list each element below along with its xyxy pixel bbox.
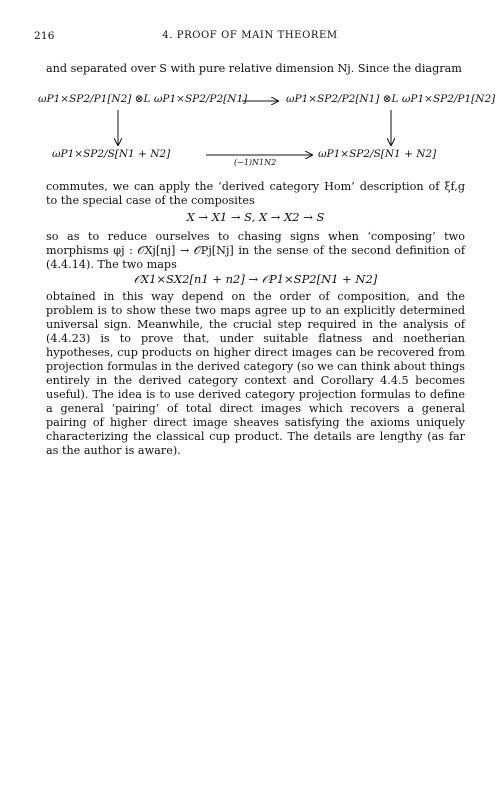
diagram-top-right: ωP1×SP2/P2[N1] ⊗L ωP1×SP2/P1[N2] (286, 93, 496, 105)
commutative-diagram (38, 88, 496, 167)
paragraph-reduce: so as to reduce ourselves to chasing signs when ‘composing’ two morphisms φj : 𝒪Xj[nj] → 𝒪Pj[Nj] in the sense of the second definition of (4.4.14). The two maps (46, 230, 465, 271)
diagram-bottom-left: ωP1×SP2/S[N1 + N2] (52, 148, 171, 160)
bottom-arrow-label: (−1)N1N2 (234, 158, 277, 167)
composites-formula: X → X1 → S, X → X2 → S (186, 210, 325, 224)
running-title: 4. PROOF OF MAIN THEOREM (162, 30, 338, 41)
maps-formula: 𝒪X1×SX2[n1 + n2] → 𝒪P1×SP2[N1 + N2] (133, 272, 378, 286)
running-header (34, 30, 466, 44)
paragraph-commutes: commutes, we can apply the ‘derived category Hom’ description of ξf,g to the special case of the composites (46, 180, 465, 207)
page-number: 216 (34, 30, 55, 42)
paragraph-final: obtained in this way depend on the order of composition, and the problem is to show these two maps agree up to an explicitly determined universal sign. Meanwhile, the crucial step required in the analysis of (4.4.23) is to prove that, under suitable flatness and noetherian hypotheses, cup products on higher direct images can be recovered from projection formulas in the derived category (so we can think about things entirely in the derived category context and Corollary 4.4.5 becomes useful). The idea is to use derived category projection formulas to define a general ‘pairing’ of total direct images which recovers a general pairing of higher direct image sheaves satisfying the axioms uniquely characterizing the classical cup product. The details are lengthy (as far as the author is aware). (46, 290, 465, 457)
diagram-bottom-right: ωP1×SP2/S[N1 + N2] (318, 148, 437, 160)
diagram-top-left: ωP1×SP2/P1[N2] ⊗L ωP1×SP2/P2[N1] (38, 93, 248, 105)
intro-line: and separated over S with pure relative dimension Nj. Since the diagram (46, 62, 462, 75)
